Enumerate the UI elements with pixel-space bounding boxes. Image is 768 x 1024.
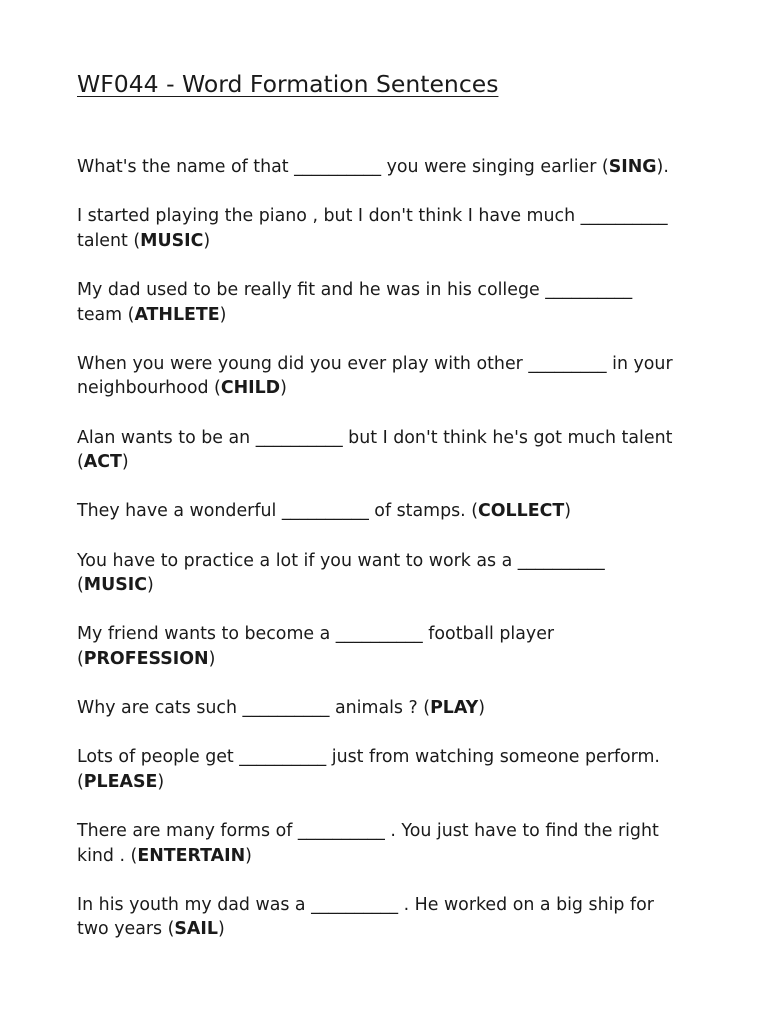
- sentence-text-end: ): [208, 648, 216, 669]
- sentence-keyword: ENTERTAIN: [137, 845, 246, 866]
- sentence-text: two years (: [77, 919, 175, 940]
- sentence-keyword: PROFESSION: [83, 648, 209, 669]
- sentence-text-end: ): [146, 575, 154, 596]
- sentence-line: [77, 155, 717, 180]
- sentence-keyword: SAIL: [174, 919, 218, 940]
- sentence-text: (: [77, 575, 84, 596]
- sentence-line: [77, 573, 717, 598]
- sentence-item: [77, 819, 717, 868]
- sentence-text: talent (: [77, 230, 141, 251]
- sentence-line: In his youth my dad was a __________ . He worked on a big ship for: [77, 894, 654, 915]
- sentence-item: [77, 499, 717, 524]
- sentence-keyword: MUSIC: [140, 230, 204, 251]
- sentence-line: [77, 376, 717, 401]
- sentence-line: Lots of people get __________ just from watching someone perform.: [77, 747, 660, 768]
- sentence-item: [77, 204, 717, 253]
- sentence-text-end: ): [245, 845, 252, 866]
- sentence-text-end: ): [280, 378, 287, 399]
- sentence-keyword: PLEASE: [83, 771, 158, 792]
- sentence-text-end: ).: [656, 157, 669, 177]
- page-title: WF044 - Word Formation Sentences: [77, 70, 499, 98]
- sentence-text-end: ): [564, 501, 572, 522]
- sentence-line: [77, 450, 717, 475]
- sentence-keyword: PLAY: [430, 698, 479, 719]
- sentence-text: (: [77, 771, 84, 792]
- sentence-text: What's the name of that __________ you were singing earlier (: [77, 157, 609, 177]
- sentence-keyword: ACT: [83, 452, 122, 473]
- sentence-line: [77, 917, 717, 942]
- sentence-text-end: ): [203, 230, 211, 251]
- sentence-item: [77, 278, 717, 327]
- sentence-text: kind . (: [77, 845, 138, 866]
- sentence-keyword: SING: [608, 157, 657, 177]
- sentence-line: You have to practice a lot if you want to work as a __________: [77, 550, 605, 571]
- sentence-item: [77, 549, 717, 598]
- sentence-line: [77, 499, 717, 524]
- sentence-text: (: [77, 648, 84, 669]
- sentence-text: neighbourhood (: [77, 378, 221, 399]
- sentence-text: They have a wonderful __________ of stamps. (: [77, 501, 479, 522]
- sentence-line: [77, 770, 717, 795]
- sentence-keyword: CHILD: [220, 378, 281, 399]
- sentence-text-end: ): [219, 304, 227, 325]
- sentence-text: Why are cats such __________ animals ? (: [77, 698, 431, 719]
- sentence-item: [77, 155, 717, 180]
- sentence-item: [77, 696, 717, 721]
- sentence-line: [77, 647, 717, 672]
- sentence-text: team (: [77, 304, 135, 325]
- sentence-text-end: ): [217, 919, 225, 940]
- sentence-line: [77, 844, 717, 869]
- sentence-item: [77, 893, 717, 942]
- sentence-line: My dad used to be really fit and he was in his college __________: [77, 279, 633, 300]
- sentence-keyword: MUSIC: [83, 575, 147, 596]
- sentence-line: Alan wants to be an __________ but I don't think he's got much talent: [77, 427, 673, 448]
- sentence-keyword: COLLECT: [478, 501, 565, 522]
- sentence-item: [77, 352, 717, 401]
- sentence-text-end: ): [157, 771, 165, 792]
- sentence-text-end: ): [478, 698, 486, 719]
- sentence-line: My friend wants to become a __________ football player: [77, 624, 555, 645]
- sentence-keyword: ATHLETE: [134, 304, 220, 325]
- sentence-list: [77, 155, 717, 942]
- sentence-line: [77, 303, 717, 328]
- sentence-line: [77, 696, 717, 721]
- sentence-line: I started playing the piano , but I don't think I have much __________: [77, 206, 668, 227]
- sentence-item: [77, 622, 717, 671]
- sentence-line: There are many forms of __________ . You just have to find the right: [77, 821, 659, 842]
- sentence-item: [77, 745, 717, 794]
- sentence-line: When you were young did you ever play with other _________ in your: [77, 353, 673, 374]
- sentence-text-end: ): [121, 452, 129, 473]
- sentence-line: [77, 229, 717, 254]
- sentence-item: [77, 426, 717, 475]
- sentence-text: (: [77, 452, 84, 473]
